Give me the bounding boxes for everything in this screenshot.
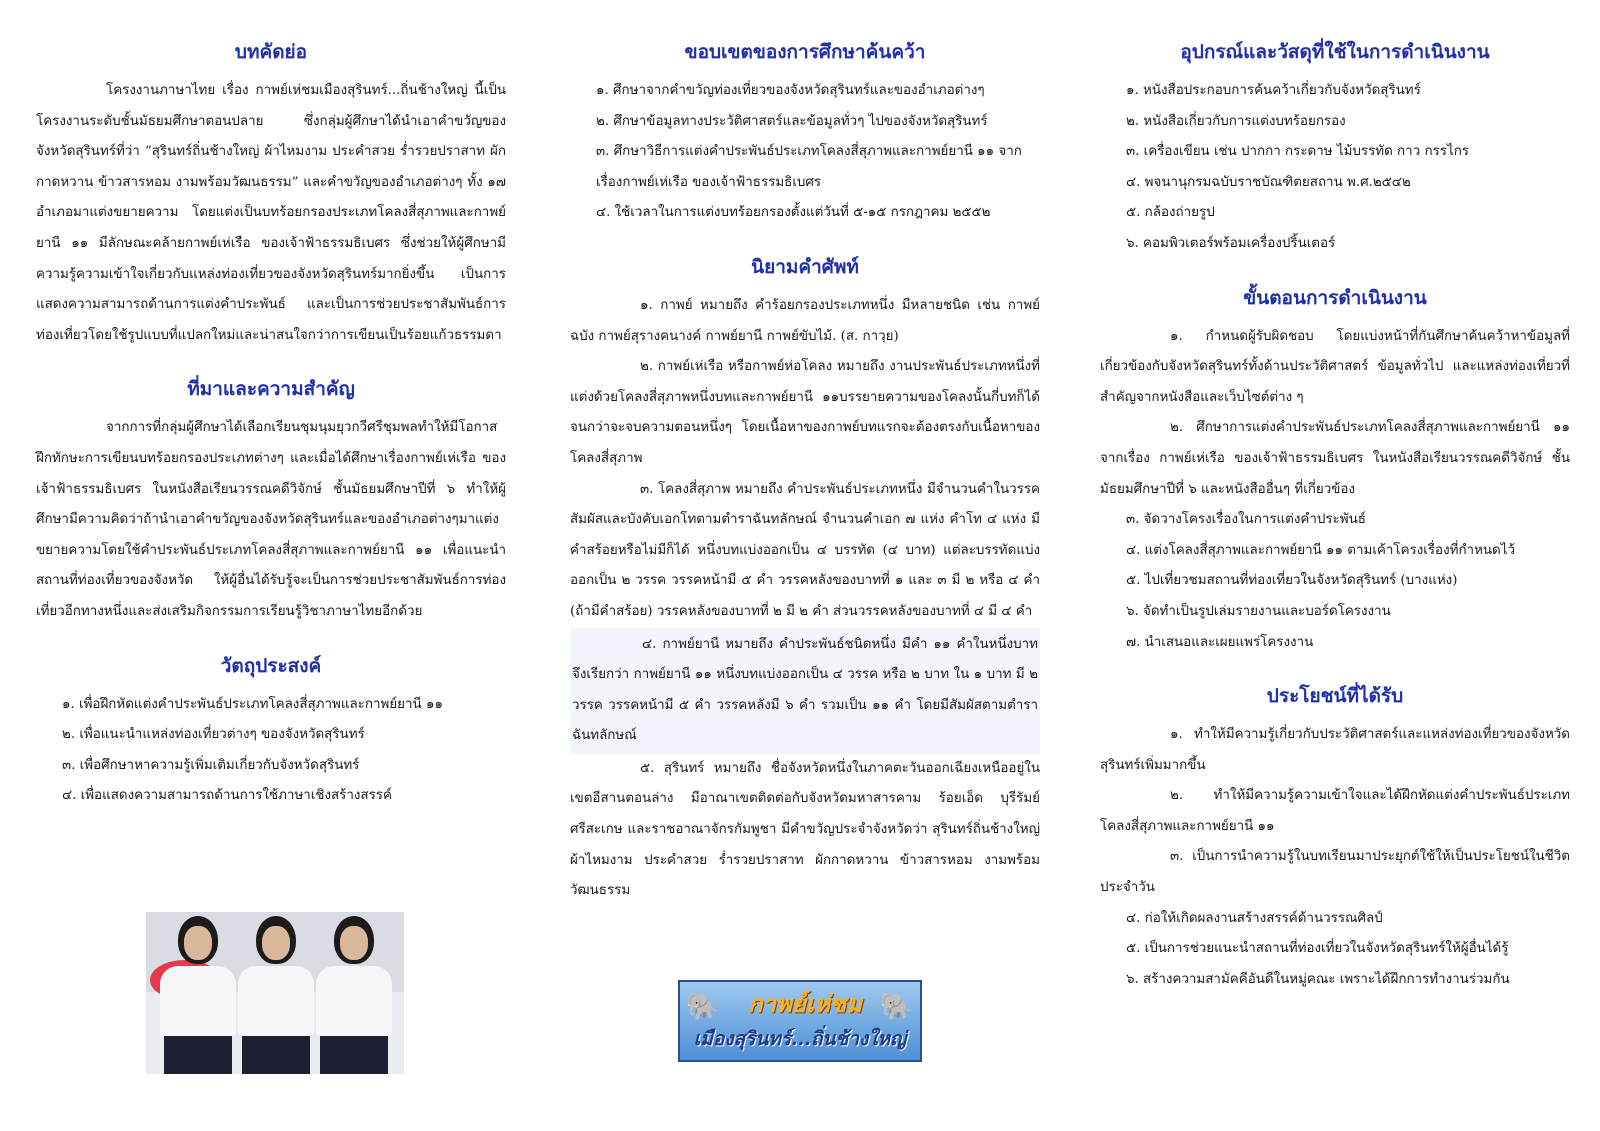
benefits-title: ประโยชน์ที่ได้รับ	[1266, 685, 1404, 708]
abstract-body: โครงงานภาษาไทย เรื่อง กาพย์เห่ชมเมืองสุรินทร์...ถิ่นช้างใหญ่ นี้เป็นโครงงานระดับชั้นมัธยมศึกษาตอนปลาย ซึ่งกลุ่มผู้ศึกษาได้นำเอาคำขวัญของจังหวัดสุรินทร์ที่ว่า “สุรินทร์ถิ่นช้างใหญ่ ผ้าไหมงาม ประคำสวย ร่ำรวยปราสาท ผักกาดหวาน ข้าวสารหอม งามพร้อมวัฒนธรรม” และคำขวัญของอำเภอต่างๆ ทั้ง ๑๗ อำเภอมาแต่งขยายความ โดยแต่งเป็นบทร้อยกรองประเภทโคลงสี่สุภาพและกาพย์ยานี ๑๑ มีลักษณะคล้ายกาพย์เห่เรือ ของเจ้าฟ้าธรรมธิเบศร ซึ่งช่วยให้ผู้ศึกษามีความรู้ความเข้าใจเกี่ยวกับแหล่งท่องเที่ยวของจังหวัดสุรินทร์มากยิ่งขึ้น เป็นการแสดงความสามารถด้านการแต่งคำประพันธ์ และเป็นการช่วยประชาสัมพันธ์การท่องเที่ยวโดยใช้รูปแบบที่แปลกใหม่และน่าสนใจกว่าการเขียนเป็นร้อยแก้วธรรมดา	[36, 83, 506, 343]
background-body: จากการที่กลุ่มผู้ศึกษาได้เลือกเรียนชุมนุมยุวกวีศรีชุมพลทำให้มีโอกาสฝึกทักษะการเขียนบทร้อยกรองประเภทต่างๆ และเมื่อได้ศึกษาเรื่องกาพย์เห่เรือ ของเจ้าฟ้าธรรมธิเบศร ในหนังสือเรียนวรรณคดีวิจักษ์ ชั้นมัธยมศึกษาปีที่ ๖ ทำให้ผู้ศึกษามีความคิดว่าถ้านำเอาคำขวัญของจังหวัดสุรินทร์และของอำเภอต่างๆมาแต่งขยายความโดยใช้คำประพันธ์ประเภทโคลงสี่สุภาพและกาพย์ยานี ๑๑ เพื่อแนะนำสถานที่ท่องเที่ยวของจังหวัด ให้ผู้อื่นได้รับรู้จะเป็นการช่วยประชาสัมพันธ์การท่องเที่ยวอีกทางหนึ่งและส่งเสริมกิจกรรมการเรียนรู้วิชาภาษาไทยอีกด้วย	[36, 420, 506, 619]
procedure-title: ขั้นตอนการดำเนินงาน	[1243, 286, 1427, 309]
logo-title: กาพย์เห่ชม	[747, 989, 863, 1018]
procedure-item: ๔. แต่งโคลงสี่สุภาพและกาพย์ยานี ๑๑ ตามเค้าโครงเรื่องที่กำหนดไว้	[1126, 542, 1515, 558]
benefit-item: ๑. ทำให้มีความรู้เกี่ยวกับประวัติศาสตร์และแหล่งท่องเที่ยวของจังหวัดสุรินทร์เพิ่มมากขึ้น	[1100, 727, 1570, 773]
definition-item: ๑. กาพย์ หมายถึง คำร้อยกรองประเภทหนึ่ง มีหลายชนิด เช่น กาพย์ฉบัง กาพย์สุรางคนางค์ กาพย์ยานี กาพย์ขับไม้. (ส. กาวฺย)	[570, 297, 1040, 344]
definition-item: ๒. กาพย์เห่เรือ หรือกาพย์ห่อโคลง หมายถึง งานประพันธ์ประเภทหนึ่งที่แต่งด้วยโคลงสี่สุภาพหนึ่งบทและกาพย์ยานี ๑๑บรรยายความของโคลงนั้นกี่บทก็ได้จนกว่าจะจบความตอนหนึ่งๆ โดยเนื้อหาของกาพย์บทแรกจะต้องตรงกับเนื้อหาของโคลงสี่สุภาพ	[570, 359, 1040, 466]
objectives-section	[36, 652, 506, 812]
material-item: ๔. พจนานุกรมฉบับราชบัณฑิตยสถาน พ.ศ.๒๕๔๒	[1126, 174, 1411, 190]
procedure-item: ๑. กำหนดผู้รับผิดชอบ โดยแบ่งหน้าที่กันศึกษาค้นคว้าหาข้อมูลที่เกี่ยวข้องกับจังหวัดสุรินทร์ทั้งด้านประวัติศาสตร์ ข้อมูลทั่วไป และแหล่งท่องเที่ยวที่สำคัญจากหนังสือและเว็บไซต์ต่าง ๆ	[1100, 328, 1570, 405]
definitions-title: นิยามคำศัพท์	[751, 255, 859, 278]
elephant-icon: 🐘	[880, 992, 913, 1022]
objective-item: ๔. เพื่อแสดงความสามารถด้านการใช้ภาษาเชิงสร้างสรรค์	[62, 788, 392, 804]
scope-section	[570, 38, 1040, 229]
materials-section	[1100, 38, 1570, 260]
material-item: ๓. เครื่องเขียน เช่น ปากกา กระดาษ ไม้บรรทัด กาว กรรไกร	[1126, 144, 1469, 160]
student-figure	[236, 916, 316, 1074]
definition-item: ๕. สุรินทร์ หมายถึง ชื่อจังหวัดหนึ่งในภาคตะวันออกเฉียงเหนืออยู่ในเขตอีสานตอนล่าง มีอาณาเขตติดต่อกับจังหวัดมหาสารคาม ร้อยเอ็ด บุรีรัมย์ ศรีสะเกษ และราชอาณาจักรกัมพูชา มีคำขวัญประจำจังหวัดว่า สุรินทร์ถิ่นช้างใหญ่ ผ้าไหมงาม ประคำสวย ร่ำรวยปราสาท ผักกาดหวาน ข้าวสารหอม งามพร้อมวัฒนธรรม	[570, 760, 1040, 899]
benefit-item: ๕. เป็นการช่วยแนะนำสถานที่ท่องเที่ยวในจังหวัดสุรินทร์ให้ผู้อื่นได้รู้	[1126, 941, 1509, 957]
material-item: ๒. หนังสือเกี่ยวกับการแต่งบทร้อยกรอง	[1126, 113, 1346, 129]
abstract-title: บทคัดย่อ	[234, 41, 308, 63]
abstract-section	[36, 38, 506, 351]
scope-title: ขอบเขตของการศึกษาค้นคว้า	[684, 41, 926, 63]
benefit-item: ๔. ก่อให้เกิดผลงานสร้างสรรค์ด้านวรรณศิลป์	[1126, 910, 1383, 926]
definition-item: ๓. โคลงสี่สุภาพ หมายถึง คำประพันธ์ประเภทหนึ่ง มีจำนวนคำในวรรคสัมผัสและบังคับเอกโทตามตำราฉันทลักษณ์ จำนวนคำเอก ๗ แห่ง คำโท ๔ แห่ง มีคำสร้อยหรือไม่มีก็ได้ หนึ่งบทแบ่งออกเป็น ๔ บรรทัด (๔ บาท) แต่ละบรรทัดแบ่งออกเป็น ๒ วรรค วรรคหน้ามี ๕ คำ วรรคหลังของบาทที่ ๑ และ ๓ มี ๒ หรือ ๔ คำ (ถ้ามีคำสร้อย) วรรคหลังของบาทที่ ๒ มี ๒ คำ ส่วนวรรคหลังของบาทที่ ๔ มี ๔ คำ	[570, 481, 1040, 619]
benefit-item: ๒. ทำให้มีความรู้ความเข้าใจและได้ฝึกหัดแต่งคำประพันธ์ประเภทโคลงสี่สุภาพและกาพย์ยานี ๑๑	[1100, 788, 1570, 834]
procedure-section	[1100, 284, 1570, 659]
material-item: ๑. หนังสือประกอบการค้นคว้าเกี่ยวกับจังหวัดสุรินทร์	[1126, 83, 1421, 98]
column-right	[1100, 38, 1570, 995]
procedure-item: ๗. นำเสนอและเผยแพร่โครงงาน	[1126, 634, 1314, 650]
scope-item: ๑. ศึกษาจากคำขวัญท่องเที่ยวของจังหวัดสุรินทร์และของอำเภอต่างๆ	[596, 83, 985, 98]
objective-item: ๑. เพื่อฝึกหัดแต่งคำประพันธ์ประเภทโคลงสี่สุภาพและกาพย์ยานี ๑๑	[62, 696, 443, 712]
definition-item: ๔. กาพย์ยานี หมายถึง คำประพันธ์ชนิดหนึ่ง มีคำ ๑๑ คำในหนึ่งบาท จึงเรียกว่า กาพย์ยานี ๑๑ หนึ่งบทแบ่งออกเป็น ๔ วรรค หรือ ๒ บาท ใน ๑ บาท มี ๒ วรรค วรรคหน้ามี ๕ คำ วรรคหลังมี ๖ คำ รวมเป็น ๑๑ คำ โดยมีสัมผัสตามตำราฉันทลักษณ์	[570, 628, 1040, 754]
material-item: ๕. กล้องถ่ายรูป	[1126, 205, 1215, 221]
material-item: ๖. คอมพิวเตอร์พร้อมเครื่องปริ้นเตอร์	[1126, 235, 1336, 251]
scope-item: ๒. ศึกษาข้อมูลทางประวัติศาสตร์และข้อมูลทั่วๆ ไปของจังหวัดสุรินทร์	[596, 113, 988, 129]
student-figure	[158, 916, 238, 1074]
students-photo	[146, 912, 404, 1074]
definitions-section	[570, 253, 1040, 907]
project-logo	[678, 980, 922, 1062]
scope-item: ๓. ศึกษาวิธีการแต่งคำประพันธ์ประเภทโคลงสี่สุภาพและกาพย์ยานี ๑๑ จากเรื่องกาพย์เห่เรือ ของเจ้าฟ้าธรรมธิเบศร	[596, 144, 1022, 190]
objectives-title: วัตถุประสงค์	[220, 654, 322, 677]
benefit-item: ๓. เป็นการนำความรู้ในบทเรียนมาประยุกต์ใช้ให้เป็นประโยชน์ในชีวิตประจำวัน	[1100, 849, 1570, 896]
procedure-item: ๒. ศึกษาการแต่งคำประพันธ์ประเภทโคลงสี่สุภาพและกาพย์ยานี ๑๑ จากเรื่อง กาพย์เห่เรือ ของเจ้าฟ้าธรรมธิเบศร ในหนังสือเรียนวรรณคดีวิจักษ์ ชั้นมัธยมศึกษาปีที่ ๖ และหนังสืออื่นๆ ที่เกี่ยวข้อง	[1100, 420, 1570, 497]
objective-item: ๒. เพื่อแนะนำแหล่งท่องเที่ยวต่างๆ ของจังหวัดสุรินทร์	[62, 727, 365, 743]
procedure-item: ๕. ไปเที่ยวชมสถานที่ท่องเที่ยวในจังหวัดสุรินทร์ (บางแห่ง)	[1126, 573, 1458, 589]
student-figure	[314, 916, 394, 1074]
column-middle	[570, 38, 1040, 907]
benefits-section	[1100, 682, 1570, 995]
background-section	[36, 375, 506, 627]
materials-title: อุปกรณ์และวัสดุที่ใช้ในการดำเนินงาน	[1180, 41, 1490, 63]
procedure-item: ๖. จัดทำเป็นรูปเล่มรายงานและบอร์ดโครงงาน	[1126, 603, 1391, 619]
elephant-icon: 🐘	[686, 992, 719, 1022]
benefit-item: ๖. สร้างความสามัคคีอันดีในหมู่คณะ เพราะได้ฝึกการทำงานร่วมกัน	[1126, 971, 1510, 987]
scope-item: ๔. ใช้เวลาในการแต่งบทร้อยกรองตั้งแต่วันที่ ๕-๑๕ กรกฎาคม ๒๕๕๒	[596, 205, 991, 221]
background-title: ที่มาและความสำคัญ	[187, 378, 355, 401]
procedure-item: ๓. จัดวางโครงเรื่องในการแต่งคำประพันธ์	[1126, 512, 1366, 528]
objective-item: ๓. เพื่อศึกษาหาความรู้เพิ่มเติมเกี่ยวกับจังหวัดสุรินทร์	[62, 757, 360, 773]
logo-subtitle: เมืองสุรินทร์...ถิ่นช้างใหญ่	[693, 1028, 907, 1050]
column-left	[36, 38, 506, 812]
